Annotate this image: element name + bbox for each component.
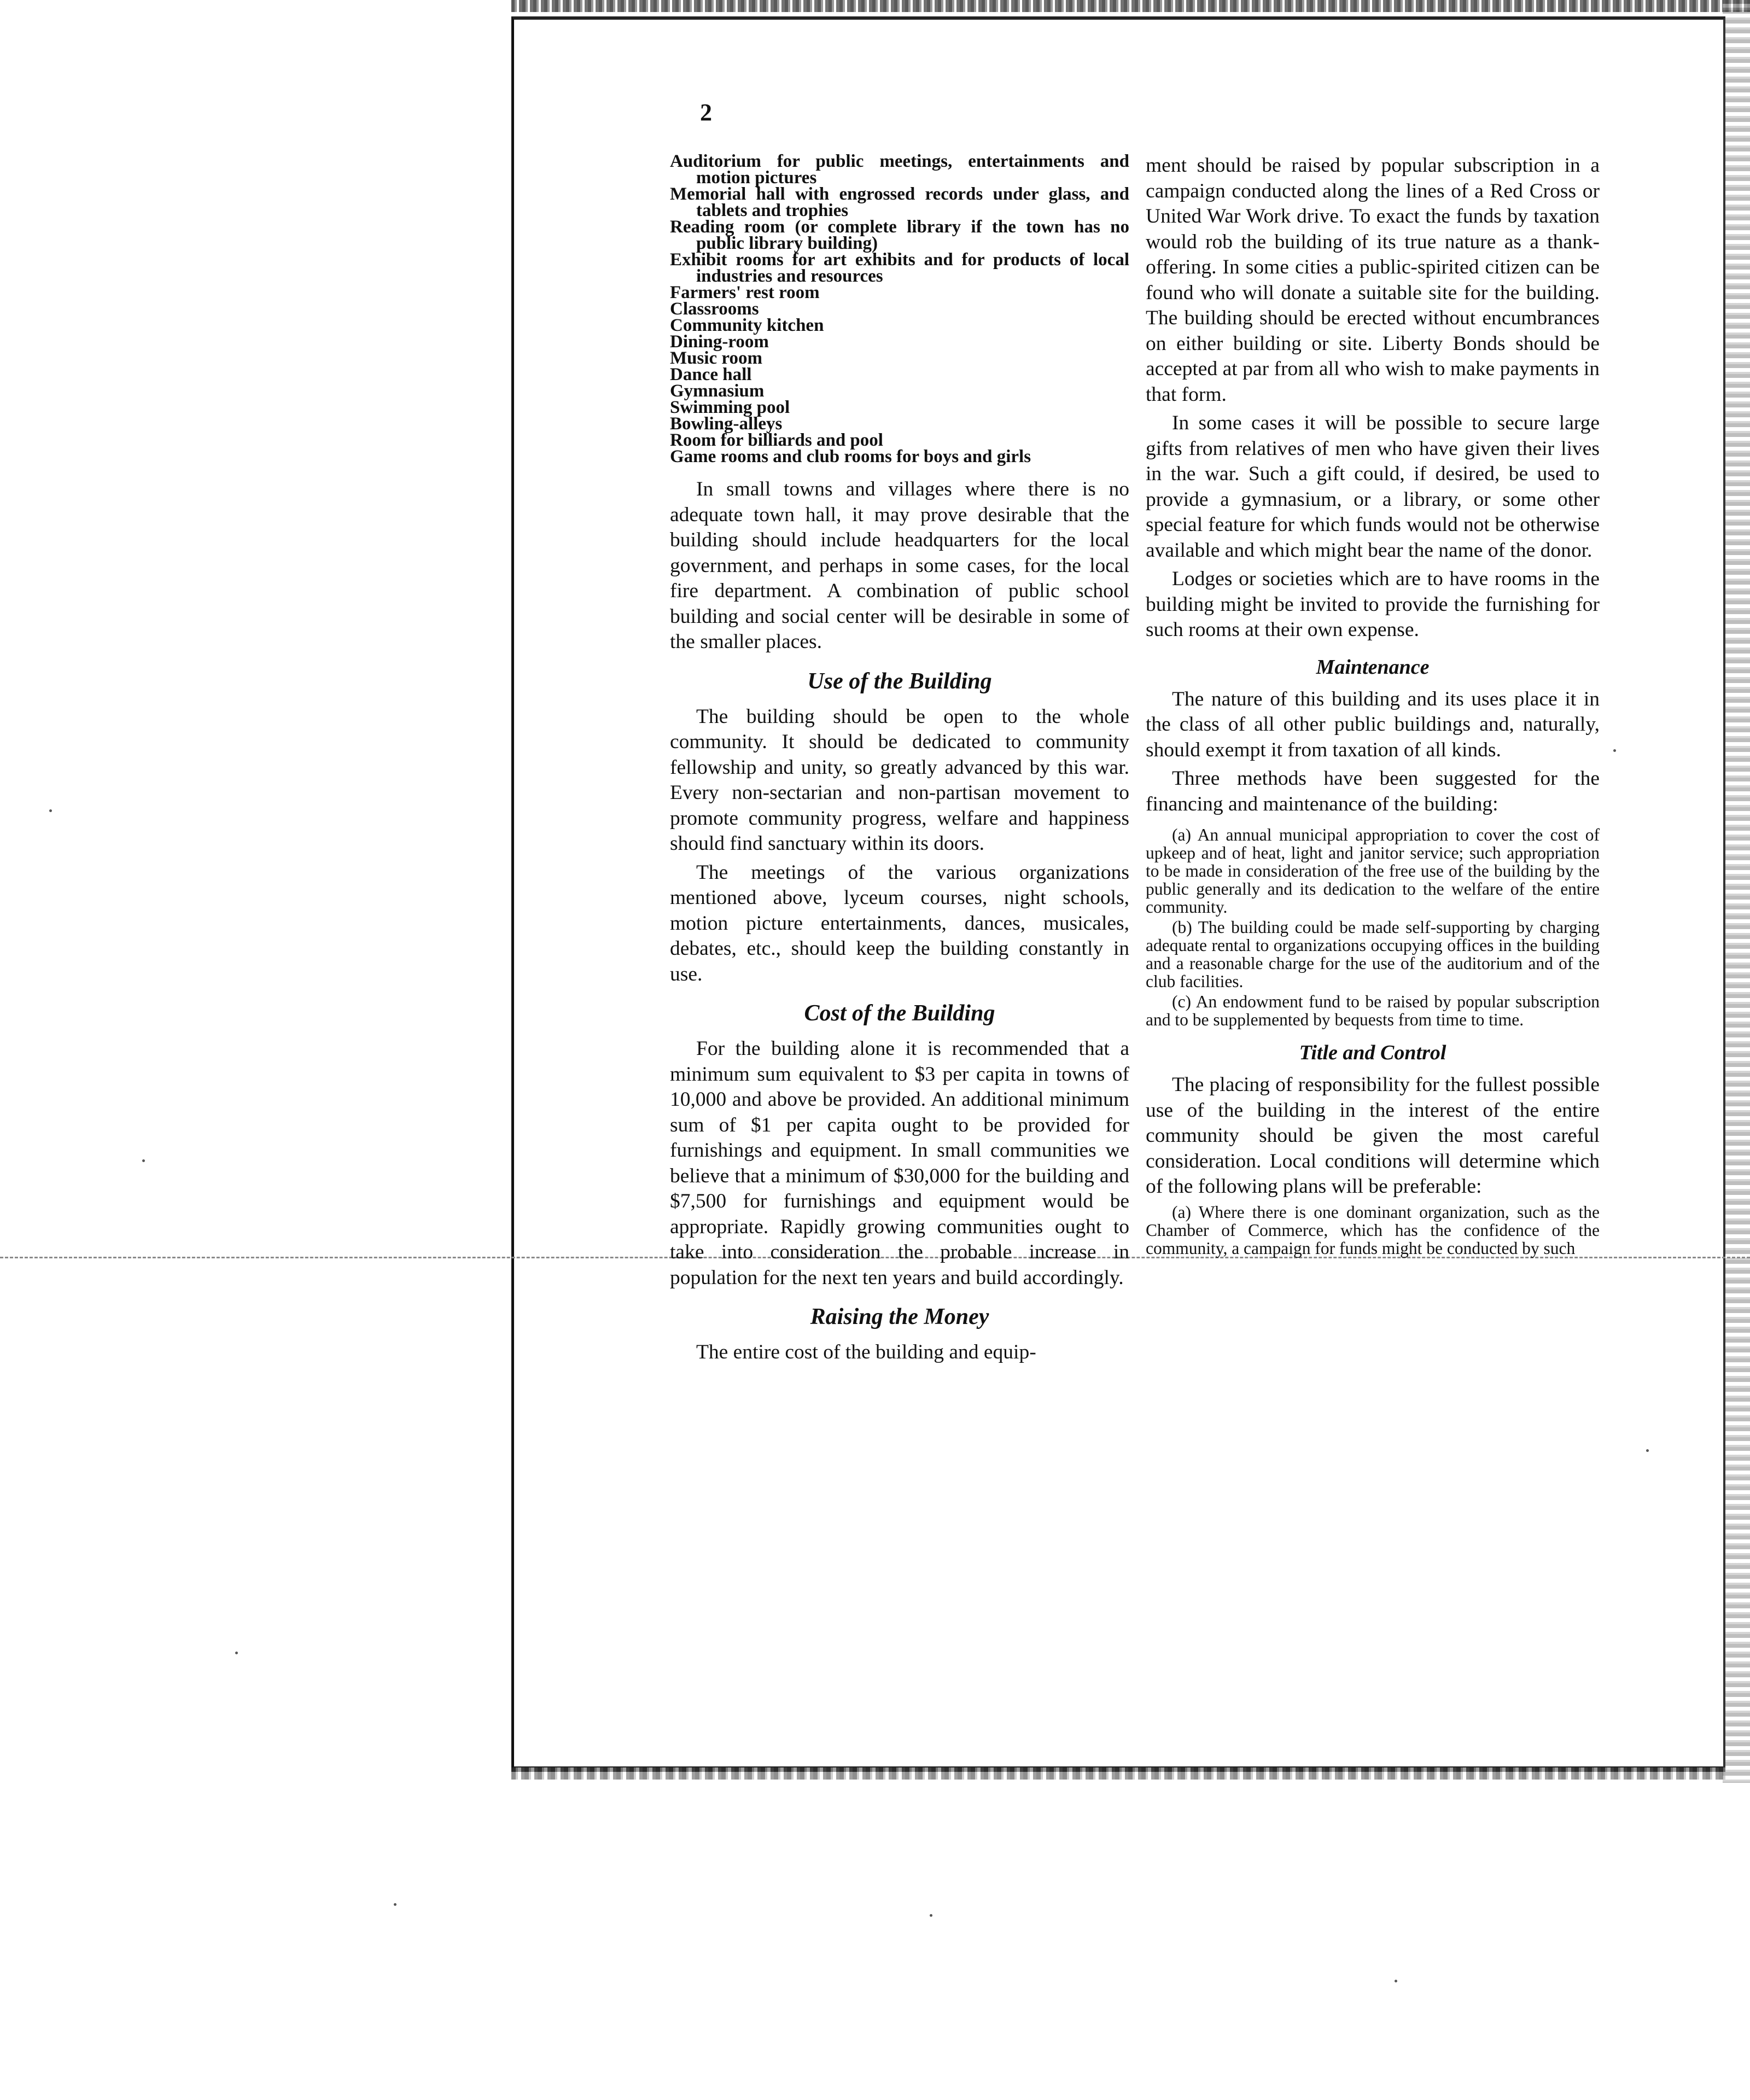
cost-heading: Cost of the Building bbox=[804, 1001, 995, 1026]
methods-list bbox=[1146, 826, 1600, 1029]
method-item: (a) An annual municipal appropriation to cover the cost of upkeep and of heat, light and janitor service; such appropriation to be made in consideration of the free use of the building by the public generally and its dedication to the welfare of the entire community. bbox=[1146, 825, 1600, 917]
scan-dust bbox=[930, 1914, 932, 1917]
list-item: Dance hall bbox=[670, 365, 752, 384]
list-item: Gymnasium bbox=[670, 381, 765, 401]
scan-dust bbox=[235, 1652, 238, 1654]
title-control-heading: Title and Control bbox=[1299, 1041, 1446, 1064]
raising-paragraph-start: The entire cost of the building and equip- bbox=[696, 1341, 1036, 1363]
list-item: Bowling-alleys bbox=[670, 414, 783, 434]
scan-dust bbox=[394, 1903, 396, 1906]
list-item: Memorial hall with engrossed records under glass, and tablets and trophies bbox=[670, 184, 1129, 220]
list-item: Game rooms and club rooms for boys and girls bbox=[670, 447, 1031, 466]
maintenance-paragraph: Three methods have been suggested for the financing and maintenance of the building: bbox=[1146, 767, 1600, 815]
list-item: Auditorium for public meetings, entertainments and motion pictures bbox=[670, 151, 1129, 188]
list-item: Dining-room bbox=[670, 332, 769, 352]
scan-top-edge bbox=[511, 0, 1750, 12]
use-heading: Use of the Building bbox=[807, 668, 992, 694]
cost-paragraph: For the building alone it is recommended that a minimum sum equivalent to $3 per capita in towns of 10,000 and above be provided. An additional minimum sum of $1 per capita ought to be provided for furnishings and equipment. In small communities we believe that a minimum of $30,000 for the building and $7,500 for furnishings and equipment would be appropriate. Rapidly growing communities ought to take into consideration the probable increase in population for the next ten years and build accordingly. bbox=[670, 1037, 1129, 1289]
small-towns-paragraph: In small towns and villages where there is no adequate town hall, it may prove desirable that the building should include headquarters for the local government, and perhaps in some cases, for the local fire department. A combination of public school building and social center will be desirable in some of the smaller places. bbox=[670, 478, 1129, 653]
list-item: Reading room (or complete library if the town has no public library building) bbox=[670, 217, 1129, 253]
method-item: (c) An endowment fund to be raised by popular subscription and to be supplemented by bequests from time to time. bbox=[1146, 992, 1600, 1029]
maintenance-paragraph: The nature of this building and its uses place it in the class of all other public buildings and, naturally, should exempt it from taxation of all kinds. bbox=[1146, 687, 1600, 761]
use-paragraph: The meetings of the various organizations mentioned above, lyceum courses, night schools, motion picture entertainments, dances, musicales, debates, etc., should keep the building constantly in use. bbox=[670, 861, 1129, 985]
maintenance-heading: Maintenance bbox=[1316, 655, 1430, 679]
list-item: Farmers' rest room bbox=[670, 283, 820, 302]
facility-list bbox=[670, 153, 1129, 465]
list-item: Music room bbox=[670, 348, 762, 368]
plan-item: (a) Where there is one dominant organization, such as the Chamber of Commerce, which has the confidence of the community, a campaign for funds might be conducted by such bbox=[1146, 1202, 1600, 1258]
left-column bbox=[670, 153, 1129, 1369]
gifts-paragraph: In some cases it will be possible to secure large gifts from relatives of men who have given their lives in the war. Such a gift could, if desired, be used to provide a gymnasium, or a library, or some other special feature for which funds would not be otherwise available and which might bear the name of the donor. bbox=[1146, 412, 1600, 562]
list-item: Community kitchen bbox=[670, 316, 824, 335]
list-item: Classrooms bbox=[670, 299, 759, 319]
list-item: Room for billiards and pool bbox=[670, 430, 883, 450]
use-paragraph: The building should be open to the whole community. It should be dedicated to community fellowship and unity, so greatly advanced by this war. Every non-sectarian and non-partisan movement to promote community progress, welfare and happiness should find sanctuary within its doors. bbox=[670, 705, 1129, 855]
raising-heading: Raising the Money bbox=[810, 1304, 989, 1329]
scan-dust bbox=[49, 809, 52, 812]
scan-dust bbox=[142, 1159, 145, 1162]
scan-bottom-edge bbox=[511, 1768, 1725, 1780]
raising-paragraph-continued: ment should be raised by popular subscription in a campaign conducted along the lines of a Red Cross or United War Work drive. To exact the funds by taxation would rob the building of its true nature as a thank-offering. In some cities a public-spirited citizen can be found who will donate a suitable site for the building. The building should be erected without encumbrances on either building or site. Liberty Bonds should be accepted at par from all who wish to make payments in that form. bbox=[1146, 154, 1600, 406]
method-item: (b) The building could be made self-supporting by charging adequate rental to organizations occupying offices in the building and a reasonable charge for the use of the auditorium and of the club facilities. bbox=[1146, 918, 1600, 991]
scanner-background bbox=[0, 0, 511, 2100]
scan-right-edge bbox=[1723, 0, 1750, 1783]
page-number: 2 bbox=[700, 99, 712, 126]
list-item: Swimming pool bbox=[670, 398, 790, 417]
right-column bbox=[1146, 153, 1600, 1259]
scan-dust bbox=[1646, 1449, 1649, 1452]
title-control-paragraph: The placing of responsibility for the fullest possible use of the building in the interest of the entire community should be given the most careful consideration. Local conditions will determine which of the following plans will be preferable: bbox=[1146, 1074, 1600, 1198]
list-item: Exhibit rooms for art exhibits and for products of local industries and resources bbox=[670, 250, 1129, 286]
scan-dust bbox=[1395, 1980, 1397, 1982]
scan-dust bbox=[1613, 749, 1616, 752]
lodges-paragraph: Lodges or societies which are to have rooms in the building might be invited to provide the furnishing for such rooms at their own expense. bbox=[1146, 568, 1600, 641]
